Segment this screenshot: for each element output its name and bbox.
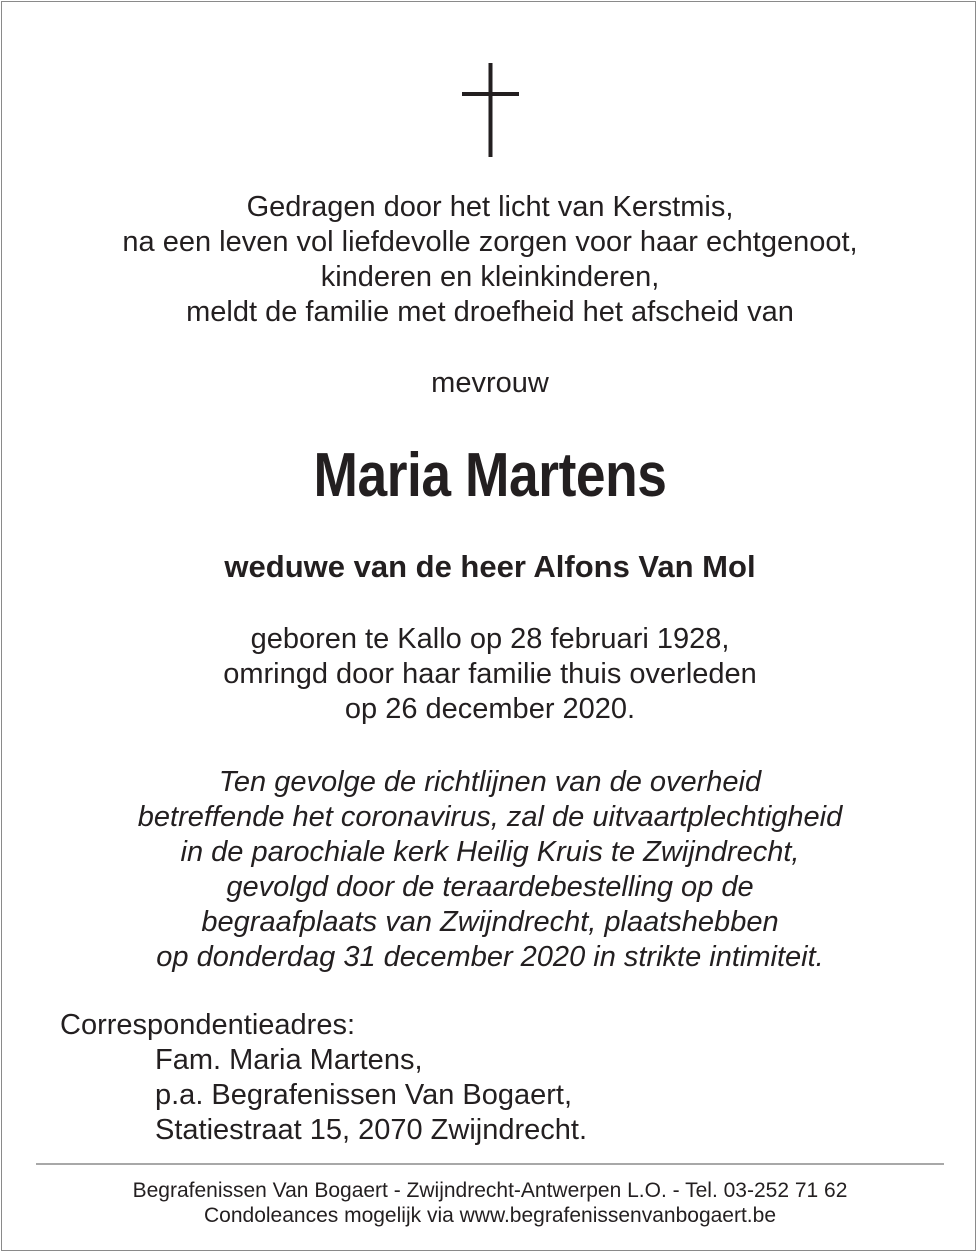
intro-text	[0, 190, 980, 330]
address-line: p.a. Begrafenissen Van Bogaert,	[155, 1079, 573, 1111]
dates-line: geboren te Kallo op 28 februari 1928,	[250, 623, 730, 655]
address-line: Statiestraat 15, 2070 Zwijndrecht.	[155, 1114, 588, 1146]
service-line: begraafplaats van Zwijndrecht, plaatshebben	[201, 906, 779, 938]
service-line: in de parochiale kerk Heilig Kruis te Zwijndrecht,	[180, 836, 800, 868]
service-details	[0, 765, 980, 975]
address-line: Fam. Maria Martens,	[155, 1044, 423, 1076]
footer	[0, 1178, 980, 1228]
footer-condolences: Condoleances mogelijk via www.begrafenissenvanbogaert.be	[203, 1204, 776, 1227]
service-line: gevolgd door de teraardebestelling op de	[226, 871, 754, 903]
spouse-line: weduwe van de heer Alfons Van Mol	[224, 549, 756, 584]
footer-contact: Begrafenissen Van Bogaert - Zwijndrecht-Antwerpen L.O. - Tel. 03-252 71 62	[132, 1179, 848, 1202]
footer-divider	[36, 1163, 944, 1165]
cross-icon	[0, 0, 980, 170]
correspondence-address	[155, 1043, 587, 1148]
dates-line: omringd door haar familie thuis overleden	[223, 658, 757, 690]
service-line: betreffende het coronavirus, zal de uitvaartplechtigheid	[137, 801, 843, 833]
deceased-name: Maria Martens	[313, 441, 667, 510]
service-line: Ten gevolge de richtlijnen van de overheid	[218, 766, 762, 798]
intro-line: na een leven vol liefdevolle zorgen voor haar echtgenoot,	[122, 226, 858, 258]
intro-line: meldt de familie met droefheid het afscheid van	[186, 296, 794, 328]
intro-line: Gedragen door het licht van Kerstmis,	[246, 191, 734, 223]
dates-line: op 26 december 2020.	[344, 693, 636, 725]
service-line: op donderdag 31 december 2020 in strikte intimiteit.	[156, 941, 824, 973]
honorific: mevrouw	[431, 367, 549, 399]
intro-line: kinderen en kleinkinderen,	[320, 261, 660, 293]
correspondence-label: Correspondentieadres:	[60, 1009, 356, 1041]
life-dates	[0, 622, 980, 727]
